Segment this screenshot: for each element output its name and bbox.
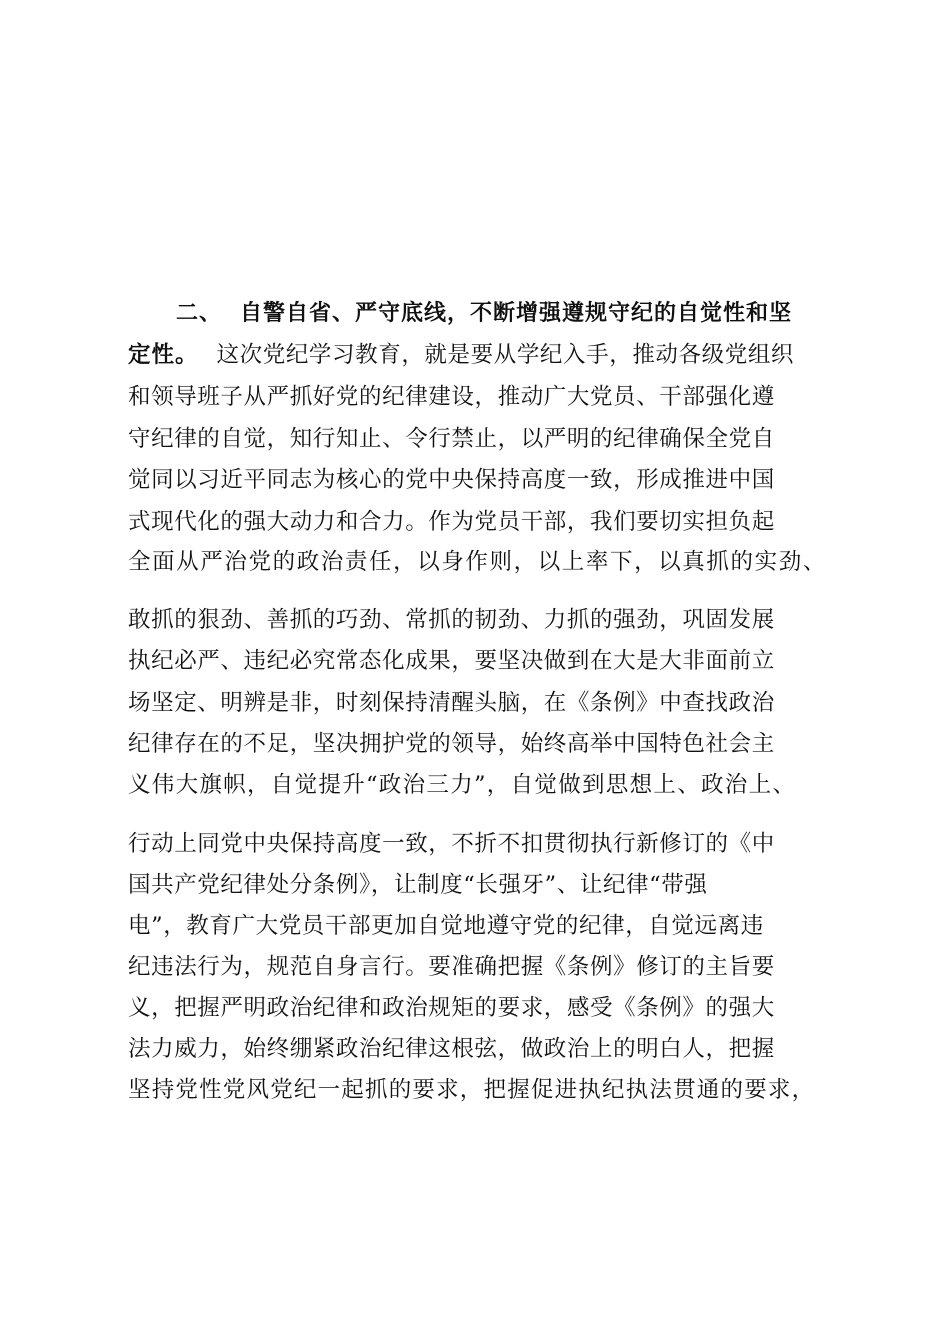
section-title-continuation: 定性。 xyxy=(128,342,199,368)
paragraph-line-6: 全面从严治党的政治责任，以身作则，以上率下，以真抓的实劲、 xyxy=(128,549,827,575)
paragraph-line-1 xyxy=(128,338,848,372)
paragraph-line-14: 电”，教育广大党员干部更加自觉地遵守党的纪律，自觉远离违 xyxy=(128,913,764,939)
body-text: 这次党纪学习教育，就是要从学纪入手，推动各级党组织 xyxy=(216,342,795,368)
paragraph-line-8: 执纪必严、违纪必究常态化成果，要坚决做到在大是大非面前立 xyxy=(128,648,775,674)
paragraph-line-11: 义伟大旗帜，自觉提升“政治三力”，自觉做到思想上、政治上、 xyxy=(128,772,797,798)
section-heading xyxy=(176,297,836,331)
paragraph-line-4: 觉同以习近平同志为核心的党中央保持高度一致，形成推进中国 xyxy=(128,467,775,493)
paragraph-line-5: 式现代化的强大动力和合力。作为党员干部，我们要切实担负起 xyxy=(128,509,775,535)
paragraph-line-13: 国共产党纪律处分条例》，让制度“长强牙”、让纪律“带强 xyxy=(128,872,708,898)
section-title: 自警自省、严守底线，不断增强遵规守纪的自觉性和坚 xyxy=(240,301,793,326)
paragraph-line-12: 行动上同党中央保持高度一致，不折不扣贯彻执行新修订的《中 xyxy=(128,831,775,857)
section-number: 二、 xyxy=(176,301,223,326)
paragraph-line-18: 坚持党性党风党纪一起抓的要求，把握促进执纪执法贯通的要求， xyxy=(128,1077,816,1103)
paragraph-line-7: 敢抓的狠劲、善抓的巧劲、常抓的韧劲、力抓的强劲，巩固发展 xyxy=(128,607,775,633)
paragraph-line-10: 纪律存在的不足，坚决拥护党的领导，始终高举中国特色社会主 xyxy=(128,731,775,757)
paragraph-line-9: 场坚定、明辨是非，时刻保持清醒头脑，在《条例》中查找政治 xyxy=(128,690,775,716)
paragraph-line-3: 守纪律的自觉，知行知止、令行禁止，以严明的纪律确保全党自 xyxy=(128,426,775,452)
paragraph-line-17: 法力威力，始终绷紧政治纪律这根弦，做政治上的明白人，把握 xyxy=(128,1036,775,1062)
paragraph-line-16: 义，把握严明政治纪律和政治规矩的要求，感受《条例》的强大 xyxy=(128,995,775,1021)
paragraph-line-15: 纪违法行为，规范自身言行。要准确把握《条例》修订的主旨要 xyxy=(128,954,775,980)
paragraph-line-2: 和领导班子从严抓好党的纪律建设，推动广大党员、干部强化遵 xyxy=(128,384,775,410)
